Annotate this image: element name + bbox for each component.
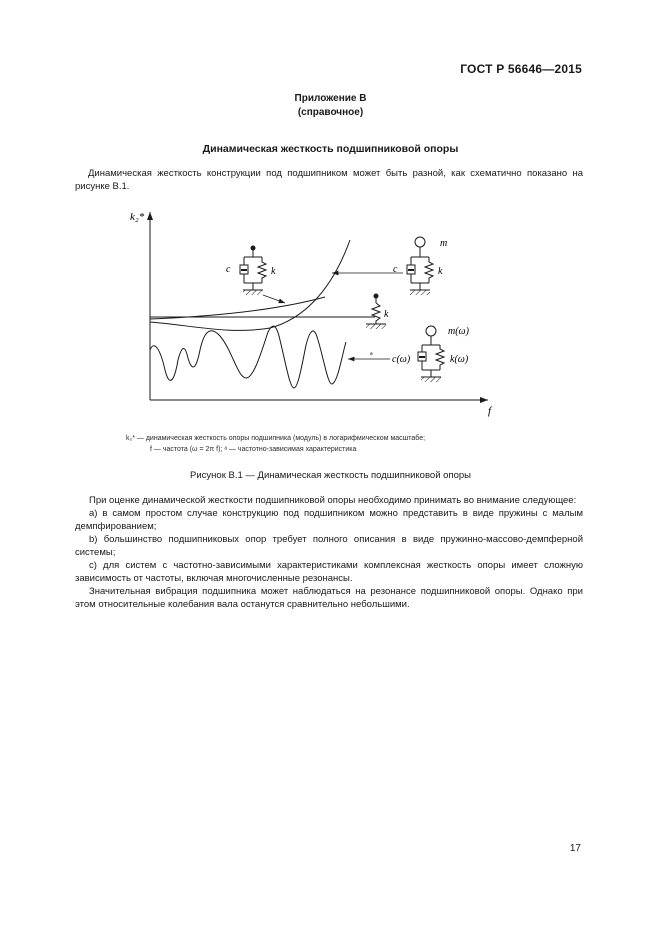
body-text [75,494,583,611]
appendix-heading [0,92,661,120]
x-axis-label: f [488,405,492,417]
appendix-subtitle: (справочное) [297,107,364,118]
mass-spring-damper-element [332,237,447,295]
label-m-right: m [440,238,448,249]
label-k-left: k [271,266,276,277]
frequency-dependent-curve [150,326,346,388]
intro-paragraph [75,167,583,193]
frequency-dependent-element [348,326,470,382]
label-note-a: a [370,351,373,357]
page-number: 17 [569,843,581,854]
stiffness-diagram [120,200,500,425]
standard-number: ГОСТ Р 56646—2015 [460,62,582,76]
label-c-omega: c(ω) [392,354,411,365]
label-m-omega: m(ω) [448,326,469,337]
body-paragraph-3: b) большинство подшипниковых опор требует полного описания в виде пружинно-массово-демпферной системы; [75,534,583,558]
damped-spring-curve [150,297,325,319]
spring-element [366,294,389,330]
figure-b1 [120,200,500,430]
legend-line-1: k₂* — динамическая жесткость опоры подшипника (модуль) в логарифмическом масштабе; [126,435,426,442]
label-k-spring: k [384,309,389,320]
body-paragraph-1: При оценке динамической жесткости подшипниковой опоры необходимо принимать во внимание следующее: [89,495,577,506]
figure-legend [126,433,546,455]
label-c-right: c [393,264,398,275]
label-c-left: c [226,264,231,275]
legend-line-2: f — частота (ω = 2π f); ᵃ — частотно-зависимая характеристика [150,446,357,453]
section-title: Динамическая жесткость подшипниковой опоры [202,143,459,155]
body-paragraph-5: Значительная вибрация подшипника может наблюдаться на резонансе подшипниковой опоры. Однако при этом относительные колебания вала останутся сравнительно небольшими. [75,586,583,610]
label-k-right: k [438,266,443,277]
spring-damper-element [226,246,285,304]
figure-caption: Рисунок В.1 — Динамическая жесткость подшипниковой опоры [190,470,471,481]
label-k-omega: k(ω) [450,354,469,365]
body-paragraph-4: c) для систем с частотно-зависимыми характеристиками комплексная жесткость опоры имеет сложную зависимость от частоты, включая многочисленные резонансы. [75,560,583,584]
appendix-title: Приложение В [294,93,367,104]
intro-text: Динамическая жесткость конструкции под подшипником может быть разной, как схематично показано на рисунке В.1. [75,168,583,192]
y-axis-label: k₂* [130,211,145,223]
body-paragraph-2: а) в самом простом случае конструкцию под подшипником можно представить в виде пружины с малым демпфированием; [75,508,583,532]
